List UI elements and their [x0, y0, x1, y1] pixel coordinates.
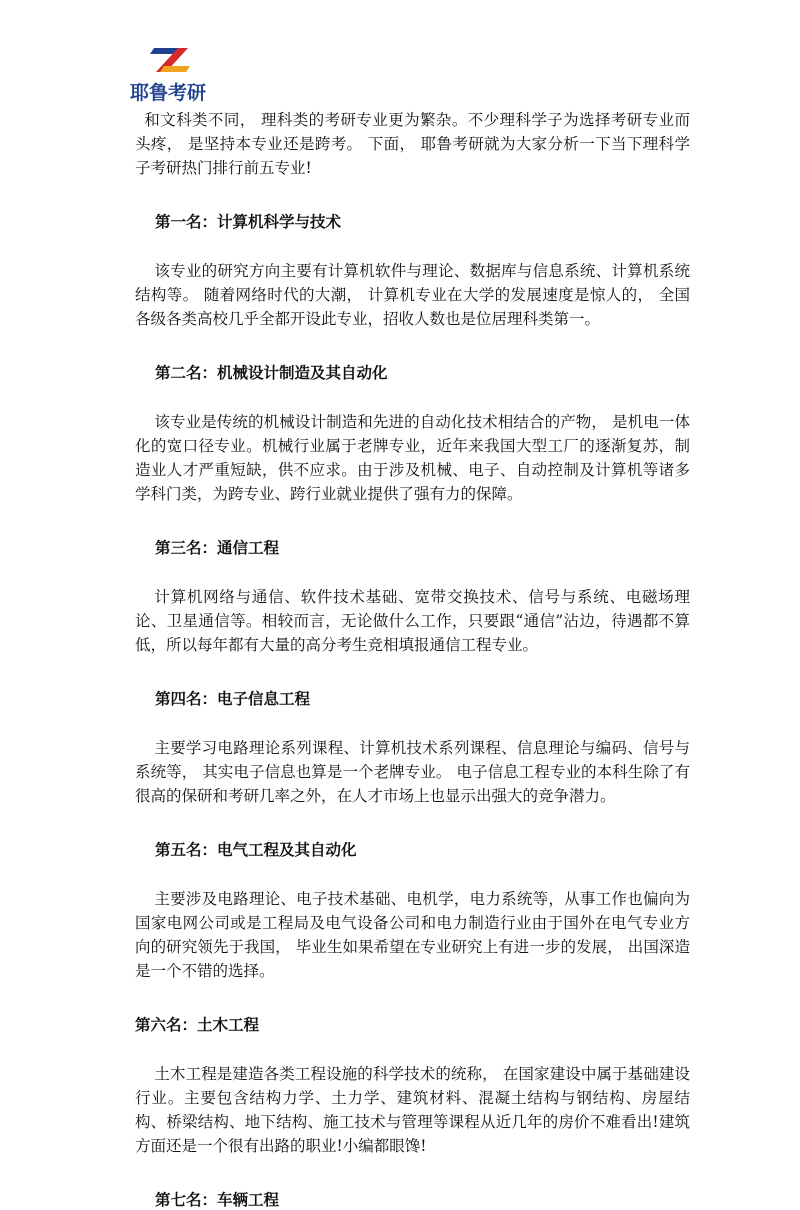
section-heading-2: 第二名：机械设计制造及其自动化	[155, 364, 388, 382]
document-body	[135, 108, 690, 1210]
section-body-3: 计算机网络与通信、软件技术基础、宽带交换技术、信号与系统、电磁场理论、卫星通信等。相较而言，无论做什么工作，只要跟“通信”沾边，待遇都不算低，所以每年都有大量的高分考生竞相填报通信工程专业。	[135, 588, 690, 654]
intro-paragraph: 和文科类不同， 理科类的考研专业更为繁杂。不少理科学子为选择考研专业而头疼， 是坚持本专业还是跨考。 下面， 耶鲁考研就为大家分析一下当下理科学子考研热门排行前五专业!	[135, 111, 690, 177]
section-body-5: 主要涉及电路理论、电子技术基础、电机学，电力系统等，从事工作也偏向为国家电网公司或是工程局及电气设备公司和电力制造行业由于国外在电气专业方向的研究领先于我国， 毕业生如果希望在专业研究上有进一步的发展， 出国深造是一个不错的选择。	[135, 890, 690, 980]
section-heading-3: 第三名：通信工程	[155, 539, 280, 557]
section-heading-4: 第四名：电子信息工程	[155, 690, 311, 708]
logo	[130, 46, 230, 104]
section-heading-6: 第六名：土木工程	[135, 1016, 260, 1034]
section-heading-1: 第一名：计算机科学与技术	[155, 213, 342, 231]
logo-text: 耶鲁考研	[130, 82, 207, 104]
logo-mark-icon	[148, 46, 192, 80]
section-heading-7: 第七名：车辆工程	[155, 1191, 280, 1209]
section-body-6: 土木工程是建造各类工程设施的科学技术的统称， 在国家建设中属于基础建设行业。主要包含结构力学、土力学、建筑材料、混凝土结构与钢结构、房屋结构、桥梁结构、地下结构、施工技术与管理等课程从近几年的房价不难看出!建筑方面还是一个很有出路的职业!小编都眼馋!	[135, 1065, 690, 1155]
section-body-1: 该专业的研究方向主要有计算机软件与理论、数据库与信息系统、计算机系统结构等。 随着网络时代的大潮， 计算机专业在大学的发展速度是惊人的， 全国各级各类高校几乎全都开设此专业，招收人数也是位居理科类第一。	[135, 262, 690, 328]
section-heading-5: 第五名：电气工程及其自动化	[155, 841, 357, 859]
section-body-2: 该专业是传统的机械设计制造和先进的自动化技术相结合的产物， 是机电一体化的宽口径专业。机械行业属于老牌专业，近年来我国大型工厂的逐渐复苏，制造业人才严重短缺，供不应求。由于涉及机械、电子、自动控制及计算机等诸多学科门类，为跨专业、跨行业就业提供了强有力的保障。	[135, 413, 690, 503]
section-body-4: 主要学习电路理论系列课程、计算机技术系列课程、信息理论与编码、信号与系统等， 其实电子信息也算是一个老牌专业。 电子信息工程专业的本科生除了有很高的保研和考研几率之外，在人才市场上也显示出强大的竞争潜力。	[135, 739, 690, 805]
